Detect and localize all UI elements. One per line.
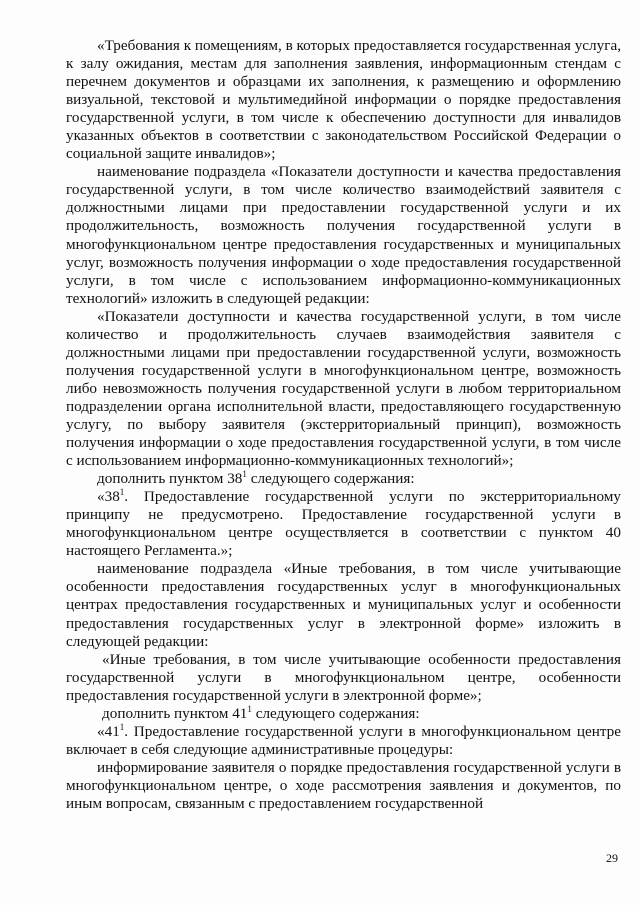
paragraph-text: информирование заявителя о порядке предоставления государственной услуги в многофункциональном центре, о ходе рассмотрения заявления и документов, по иным вопросам, связанным с предоставлением государственной: [66, 758, 621, 812]
superscript: 1: [119, 721, 125, 732]
paragraph-p5: [66, 488, 621, 560]
document-body: [66, 37, 621, 813]
page-number: 29: [606, 851, 618, 865]
paragraph-text: следующего содержания:: [251, 704, 420, 722]
paragraph-p3: [66, 308, 621, 470]
paragraph-text: «Требования к помещениям, в которых предоставляется государственная услуга, к залу ожидания, местам для заполнения заявления, информационным стендам с перечнем документов и образцами их заполнения, к размещению и оформлению визуальной, текстовой и мультимедийной информации о порядке предоставления государственной услуги, в том числе к обеспечению доступности для инвалидов указанных объектов в соответствии с законодательством Российской Федерации о социальной защите инвалидов»;: [66, 37, 621, 163]
superscript: 1: [119, 487, 125, 498]
paragraph-p6: [66, 560, 621, 650]
paragraph-p7: [66, 651, 621, 705]
superscript: 1: [242, 469, 247, 480]
paragraph-p9: [66, 723, 621, 759]
paragraph-p8: [66, 705, 621, 723]
paragraph-p2: [66, 163, 621, 307]
paragraph-text: «Иные требования, в том числе учитывающие особенности предоставления государственной услуги в многофункциональном центре, особенности предоставления государственной услуги в электронной форме»;: [66, 650, 621, 704]
paragraph-p1: [66, 37, 621, 163]
paragraph-text: . Предоставление государственной услуги в многофункциональном центре включает в себя следующие административные процедуры:: [66, 722, 621, 758]
paragraph-text: наименование подраздела «Показатели доступности и качества предоставления государственной услуги, в том числе количество взаимодействий заявителя с должностными лицами при предоставлении государственной услуги и их продолжительность, возможность получения государственной услуги в многофункциональном центре предоставления государственных и муниципальных услуг, возможность получения информации о ходе предоставления государственной услуги, в том числе с использованием информационно-коммуникационных технологий» изложить в следующей редакции:: [66, 163, 621, 307]
paragraph-text: «41: [97, 722, 120, 740]
paragraph-text: дополнить пунктом 41: [102, 704, 248, 722]
paragraph-p4: [66, 470, 621, 488]
paragraph-text: . Предоставление государственной услуги по экстерриториальному принципу не предусмотрено. Предоставление государственной услуги в многофункциональном центре осуществляется в соответствии с пунктом 40 настоящего Регламента.»;: [66, 488, 621, 560]
paragraph-text: дополнить пунктом 38: [97, 470, 243, 488]
superscript: 1: [247, 703, 252, 714]
paragraph-text: «Показатели доступности и качества государственной услуги, в том числе количество и продолжительность случаев взаимодействия заявителя с должностными лицами при предоставлении государственной услуги, возможность получения государственной услуги в многофункциональном центре, возможность либо невозможность получения государственной услуги в любом территориальном подразделении органа исполнительной власти, предоставляющего государственную услугу, по выбору заявителя (экстерриториальный принцип), возможность получения информации о ходе предоставления государственной услуги, в том числе с использованием информационно-коммуникационных технологий»;: [66, 307, 621, 470]
paragraph-p10: [66, 759, 621, 813]
paragraph-text: «38: [97, 488, 120, 506]
paragraph-text: наименование подраздела «Иные требования, в том числе учитывающие особенности предоставления государственных услуг в многофункциональных центрах предоставления государственных и муниципальных услуг и особенности предоставления государственных услуг в электронной форме» изложить в следующей редакции:: [66, 560, 621, 650]
paragraph-text: следующего содержания:: [246, 470, 415, 488]
